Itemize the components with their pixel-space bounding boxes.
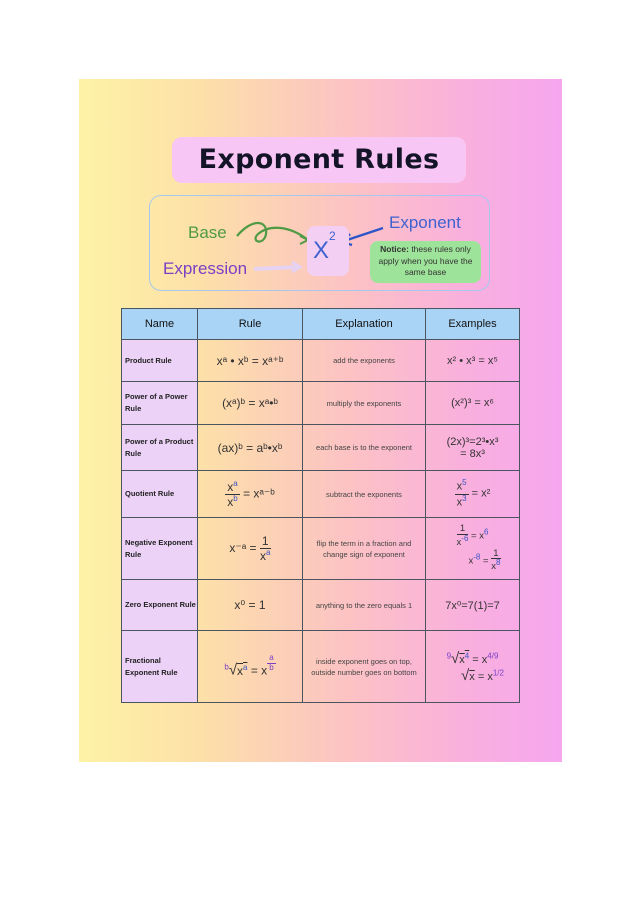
rule-name: Fractional Exponent Rule (122, 631, 198, 703)
quotient-example-fraction: $\frac{x^5}{x^3}$ (456, 478, 467, 509)
rule-formula (198, 580, 303, 631)
rule-name: Negative Exponent Rule (122, 518, 198, 580)
rule-example (426, 631, 520, 703)
rule-formula (198, 340, 303, 382)
table-row (122, 471, 520, 518)
exponent-diagram (149, 195, 490, 291)
quotient-rule-rhs: = xᵃ⁻ᵇ (243, 486, 275, 501)
table-row (122, 340, 520, 382)
negative-example-line2: $x^{-8}$ = $\frac{1}{x^8}$ (468, 547, 501, 573)
notice-box (370, 241, 481, 283)
fractional-example-1-exp: 4/9 (487, 650, 499, 660)
rule-formula (198, 518, 303, 580)
product-power-example-line2: = 8x³ (460, 447, 485, 460)
poster (79, 79, 562, 762)
product-power-rule-formula: (ax)ᵇ = aᵇ•xᵇ (217, 440, 283, 455)
rule-example (426, 580, 520, 631)
zero-example: 7x⁰=7(1)=7 (445, 599, 500, 612)
rule-explanation: multiply the exponents (303, 382, 426, 425)
power-example: (x²)³ = x⁶ (451, 397, 494, 409)
notice-bold: Notice: (380, 244, 409, 254)
rule-formula (198, 425, 303, 471)
fractional-example-line1: $^9√x^4 = x^{4/9}$ (446, 649, 499, 667)
negative-example-line1: $\frac{1}{x^{-6}}$ = $x^6$ (456, 523, 489, 549)
rule-name: Power of a Power Rule (122, 382, 198, 425)
header-name: Name (122, 309, 198, 340)
product-rule-formula: xᵃ • xᵇ = xᵃ⁺ᵇ (216, 353, 284, 368)
title-banner (172, 137, 466, 183)
table-row (122, 425, 520, 471)
fractional-example-line2: $√x = x^{1/2}$ (461, 666, 504, 684)
rule-name: Power of a Product Rule (122, 425, 198, 471)
rule-formula: $^b√x^a = x$ $^{\frac{a}{b}}$ (198, 631, 303, 703)
notice-text: these rules only apply when you have the same base (378, 244, 473, 277)
rule-example (426, 425, 520, 471)
rule-example (426, 471, 520, 518)
power-rule-formula: (xᵃ)ᵇ = xᵃ•ᵇ (222, 396, 278, 410)
rule-explanation: inside exponent goes on top, outside number goes on bottom (303, 631, 426, 703)
base-label: Base (188, 223, 227, 242)
rule-explanation: subtract the exponents (303, 471, 426, 518)
exponent-label: Exponent (389, 213, 461, 232)
rule-explanation: add the exponents (303, 340, 426, 382)
negative-rule-fraction: $\frac{1}{x^a}$ (260, 533, 271, 563)
header-explanation: Explanation (303, 309, 426, 340)
table-row (122, 518, 520, 580)
rule-name: Quotient Rule (122, 471, 198, 518)
zero-rule-formula: x⁰ = 1 (234, 598, 266, 612)
rule-formula (198, 382, 303, 425)
quotient-example-rhs: = x² (471, 487, 491, 500)
fractional-example-2-exp: 1/2 (492, 667, 504, 677)
rule-example (426, 382, 520, 425)
rule-example (426, 518, 520, 580)
rule-explanation: anything to the zero equals 1 (303, 580, 426, 631)
product-power-example-line1: (2x)³=2³•x³ (446, 435, 499, 448)
exponent-rules-table (121, 308, 520, 703)
table-row (122, 382, 520, 425)
header-examples: Examples (426, 309, 520, 340)
base-arrow (237, 223, 308, 242)
rule-formula (198, 471, 303, 518)
rule-name: Product Rule (122, 340, 198, 382)
expression-label: Expression (163, 259, 248, 278)
table-row (122, 580, 520, 631)
negative-rule-lhs: x⁻ᵃ = (229, 540, 257, 555)
quotient-fraction: $\frac{x^a}{x^b}$ (227, 478, 238, 509)
header-rule: Rule (198, 309, 303, 340)
rule-explanation: flip the term in a fraction and change sign of exponent (303, 518, 426, 580)
x-exponent: 2 (329, 229, 336, 243)
expression-arrow (254, 267, 298, 269)
rule-explanation: each base is to the exponent (303, 425, 426, 471)
page-title: Exponent Rules (198, 144, 440, 175)
x-base: X (313, 237, 330, 264)
rule-name: Zero Exponent Rule (122, 580, 198, 631)
table-header-row (122, 309, 520, 340)
product-example: x² • x³ = x⁵ (447, 354, 498, 367)
rule-example (426, 340, 520, 382)
table-row (122, 631, 520, 703)
